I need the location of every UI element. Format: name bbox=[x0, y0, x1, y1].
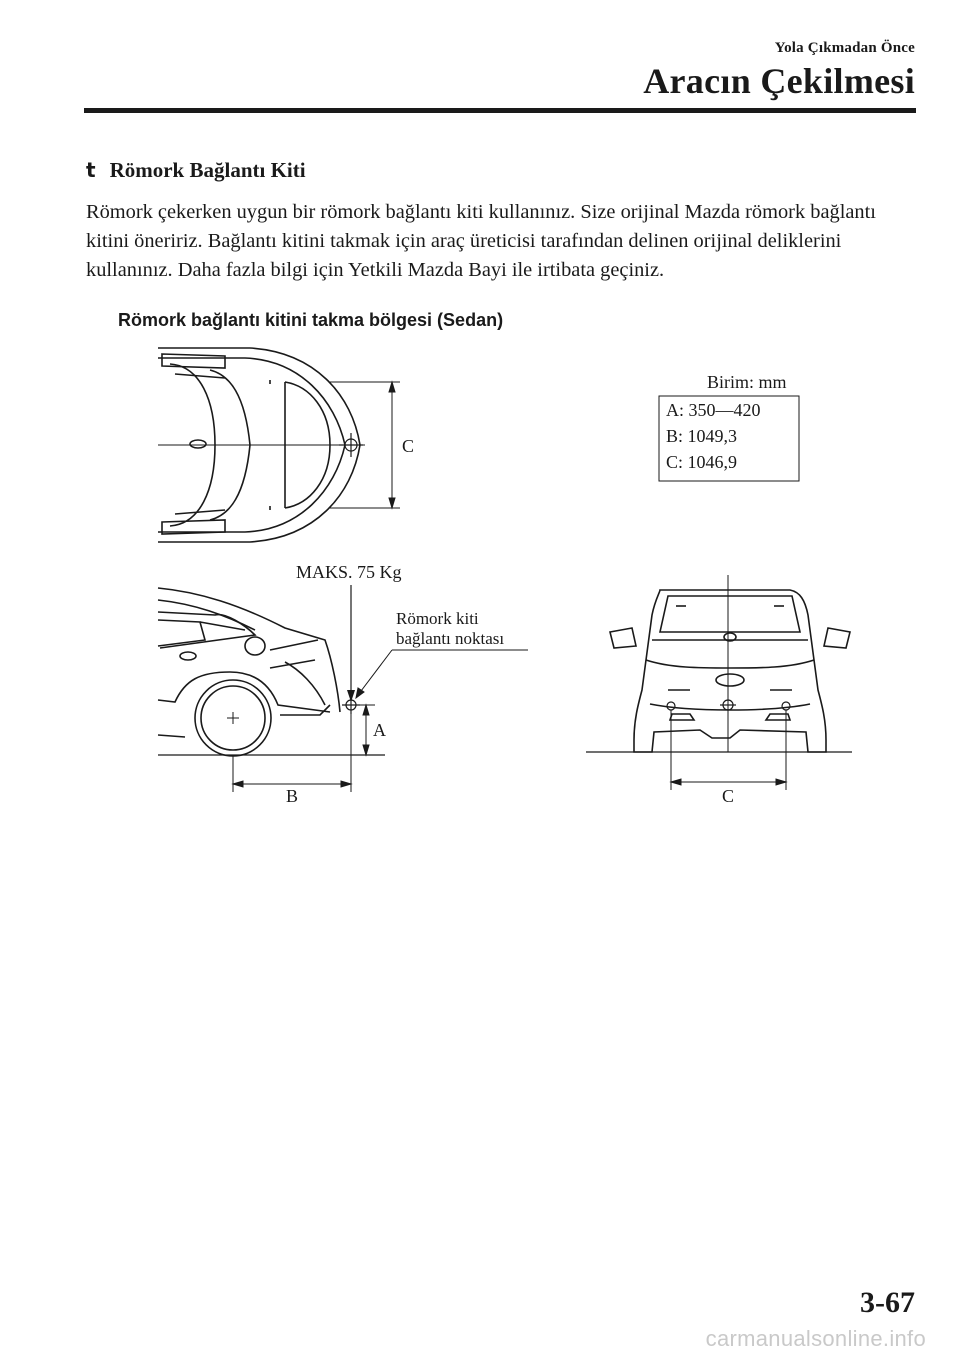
attach-marker-rear-right bbox=[782, 702, 790, 710]
figure-caption: Römork bağlantı kitini takma bölgesi (Sedan) bbox=[118, 310, 504, 330]
body-paragraph: Römork çekerken uygun bir römork bağlantı kiti kullanınız. Size orijinal Mazda römork bağlantı kitini öneririz. Bağlantı kitini takmak için araç üreticisi tarafından delinen orijinal deliklerini kullanınız. Daha fazla bilgi için Yetkili Mazda Bayi ile irtibata geçiniz. bbox=[86, 201, 876, 281]
watermark: carmanualsonline.info bbox=[705, 1326, 926, 1351]
car-side-view bbox=[158, 588, 340, 737]
max-load-label: MAKS. 75 Kg bbox=[296, 562, 402, 582]
car-top-view bbox=[158, 348, 365, 542]
section-heading-text: Römork Bağlantı Kiti bbox=[109, 158, 306, 182]
section-bullet-icon: t bbox=[86, 158, 96, 182]
spec-c: C: 1046,9 bbox=[666, 452, 738, 472]
dim-b-label: B bbox=[286, 786, 299, 806]
dim-a-label: A bbox=[373, 720, 386, 740]
dim-c-top-label: C bbox=[402, 436, 415, 456]
attach-point-label-2: bağlantı noktası bbox=[396, 629, 505, 648]
page-number: 3-67 bbox=[860, 1286, 915, 1319]
attach-point-label-1: Römork kiti bbox=[396, 609, 479, 628]
car-rear-view bbox=[610, 590, 850, 752]
dim-c-rear-label: C bbox=[722, 786, 735, 806]
page-title: Aracın Çekilmesi bbox=[643, 61, 915, 101]
rear-wheel bbox=[195, 680, 271, 756]
unit-label: Birim: mm bbox=[707, 372, 787, 392]
running-header-section: Yola Çıkmadan Önce bbox=[774, 40, 915, 56]
load-arrow bbox=[347, 585, 355, 702]
spec-a: A: 350—420 bbox=[666, 400, 761, 420]
spec-b: B: 1049,3 bbox=[666, 426, 738, 446]
attach-leader bbox=[356, 650, 528, 698]
attach-marker-rear-left bbox=[667, 702, 675, 710]
